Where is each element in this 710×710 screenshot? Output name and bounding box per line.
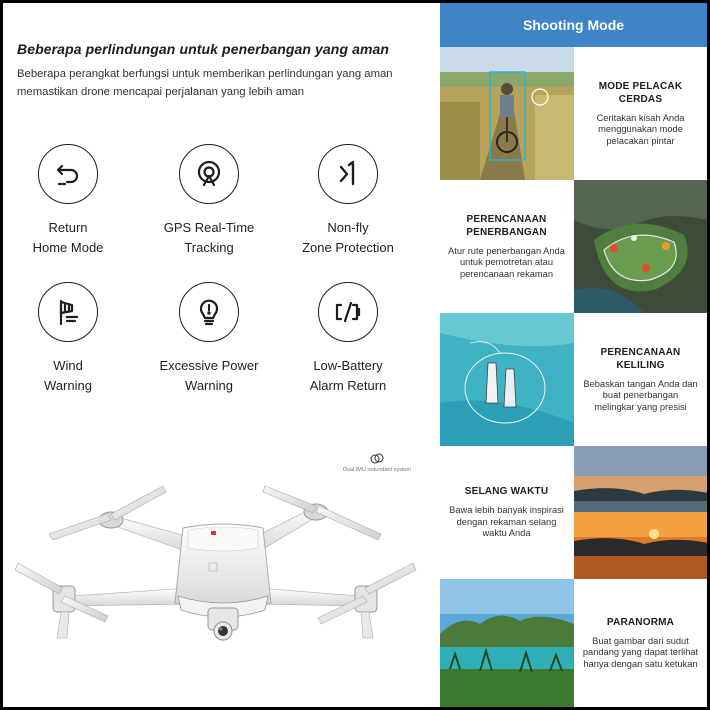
- mode-desc: Atur rute penerbangan Anda untuk pemotretan atau perencanaan rekaman: [448, 245, 565, 279]
- feature-label-line1: Wind: [53, 358, 83, 373]
- mode-text: [574, 47, 707, 180]
- gps-tracking-icon: [179, 144, 239, 204]
- mode-desc: Bawa lebih banyak inspirasi dengan rekaman selang waktu Anda: [449, 505, 564, 539]
- imu-note-text: Dual IMU redundant system: [342, 467, 412, 473]
- low-battery-icon: [318, 282, 378, 342]
- feature-label-line1: Non-fly: [327, 220, 369, 235]
- mode-text: [440, 180, 573, 313]
- mode-row: [440, 180, 707, 313]
- mode-title: PERENCANAAN KELILING: [600, 346, 681, 371]
- cyclist-tracking-photo: [440, 47, 574, 180]
- shooting-mode-panel: [440, 3, 707, 707]
- feature-label-line1: Return: [48, 220, 88, 235]
- feature-label-line2: Tracking: [184, 240, 234, 255]
- mode-desc: Ceritakan kisah Anda menggunakan mode pelacakan pintar: [596, 112, 685, 146]
- panorama-beach-photo: [440, 579, 574, 707]
- mode-title: MODE PELACAK CERDAS: [598, 80, 683, 105]
- feature-label-line2: Warning: [44, 378, 92, 393]
- mode-title: SELANG WAKTU: [464, 486, 549, 498]
- power-warning-icon: [179, 282, 239, 342]
- feature-gps-tracking: [139, 144, 279, 258]
- wind-warning-icon: [38, 282, 98, 342]
- sunset-timelapse-photo: [574, 446, 707, 579]
- feature-label-line2: Warning: [185, 378, 233, 393]
- feature-return-home: [3, 144, 138, 258]
- feature-label-line2: Home Mode: [32, 240, 104, 255]
- aerial-map-photo: [574, 180, 707, 313]
- shooting-mode-header: Shooting Mode: [440, 3, 707, 47]
- mode-text: [440, 446, 573, 579]
- feature-label-line1: Low-Battery: [313, 358, 383, 373]
- feature-label-line1: Excessive Power: [159, 358, 259, 373]
- feature-no-fly-zone: [278, 144, 418, 258]
- protection-panel: [3, 3, 438, 707]
- mode-row: [440, 579, 707, 707]
- feature-label-line2: Alarm Return: [309, 378, 387, 393]
- feature-label-line1: GPS Real-Time: [163, 220, 255, 235]
- feature-label-line2: Zone Protection: [302, 240, 394, 255]
- page-subtitle: Beberapa perangkat berfungsi untuk memberikan perlindungan yang aman memastikan drone mencapai perjalanan yang lebih aman: [17, 68, 393, 98]
- no-fly-zone-icon: [318, 144, 378, 204]
- feature-power-warning: [139, 282, 279, 396]
- mode-title: PARANORMA: [606, 616, 675, 628]
- mode-row: [440, 446, 707, 579]
- mode-desc: Bebaskan tangan Anda dan buat penerbangan melingkar yang presisi: [583, 378, 698, 412]
- mode-text: [574, 313, 707, 446]
- boats-sea-photo: [440, 313, 574, 446]
- page-title: Beberapa perlindungan untuk penerbangan yang aman: [17, 41, 390, 57]
- drone-image: [13, 468, 433, 668]
- product-image: [3, 3, 707, 707]
- link-icon: [370, 453, 384, 465]
- mode-text: [574, 579, 707, 707]
- feature-low-battery: [278, 282, 418, 396]
- mode-row: [440, 47, 707, 180]
- mode-title: PERENCANAAN PENERBANGAN: [466, 213, 547, 238]
- return-home-icon: [38, 144, 98, 204]
- mode-desc: Buat gambar dari sudut pandang yang dapat terlihat hanya dengan satu ketukan: [582, 635, 699, 669]
- feature-wind-warning: [3, 282, 138, 396]
- mode-row: [440, 313, 707, 446]
